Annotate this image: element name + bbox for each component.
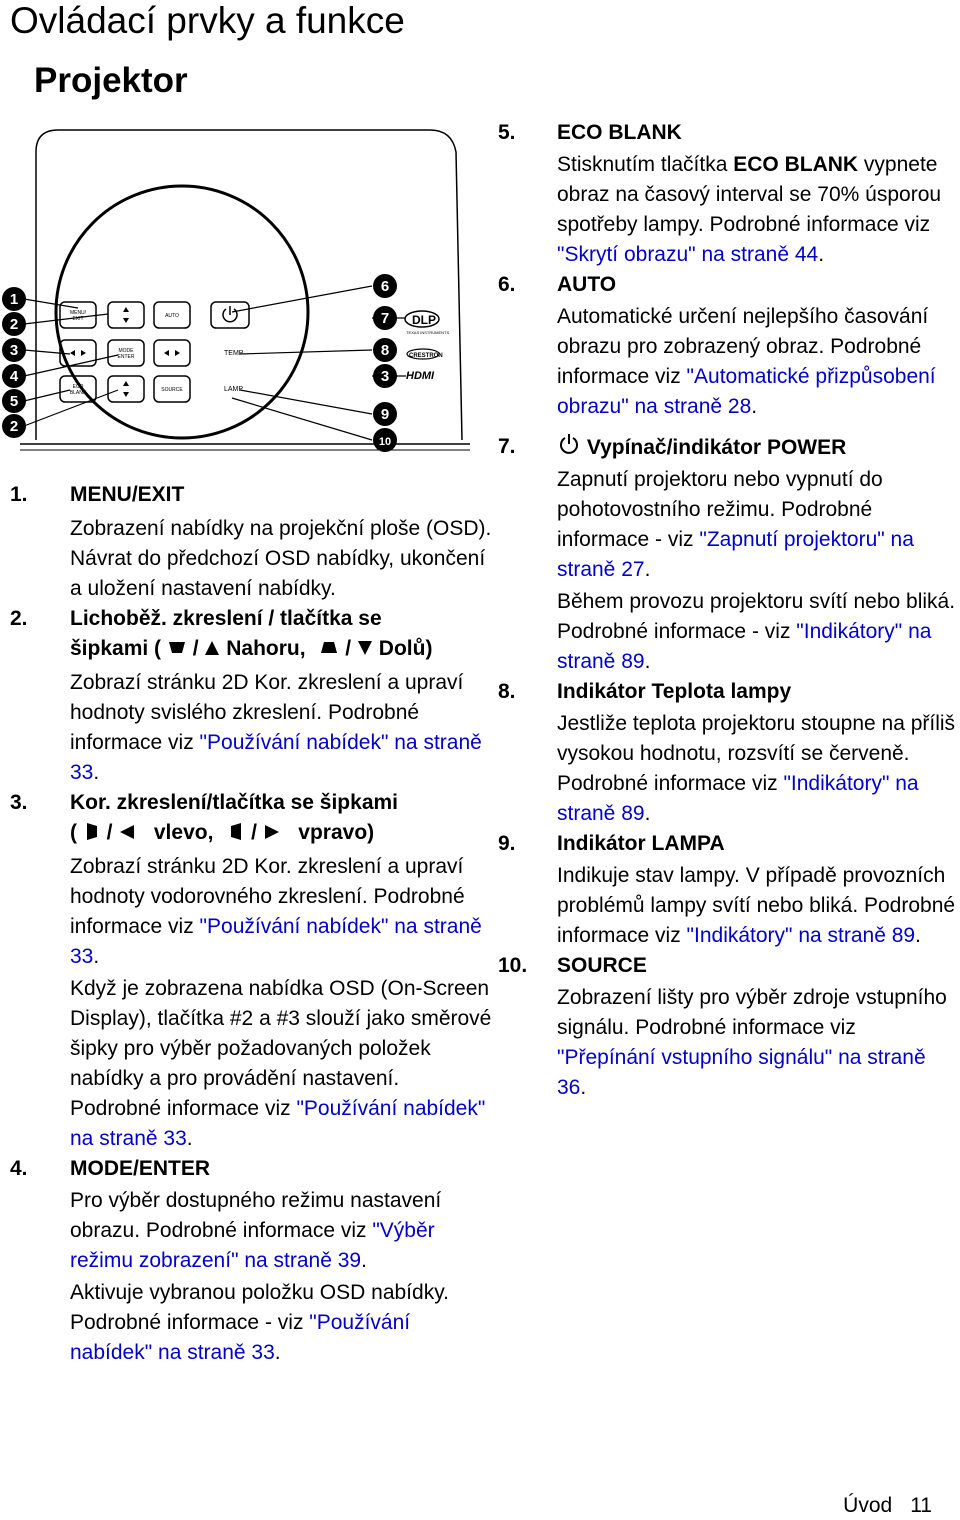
- mode-enter-button: [108, 340, 144, 366]
- svg-text:DLP: DLP: [412, 313, 436, 327]
- svg-text:CRESTRON: CRESTRON: [409, 353, 443, 359]
- callout-left-5: [2, 389, 26, 413]
- svg-text:8: 8: [380, 342, 390, 359]
- cross-reference-link[interactable]: "Přepínání vstupního signálu" na straně 36: [557, 1046, 926, 1099]
- item-text: Zobrazení lišty pro výběr zdroje vstupního signálu. Podrobné informace viz: [557, 986, 947, 1039]
- callout-right-6: [373, 428, 397, 452]
- callout-left-6: [2, 414, 26, 438]
- svg-text:EXIT: EXIT: [72, 316, 84, 322]
- item-title: Vypínač/indikátor POWER: [586, 436, 847, 459]
- item-number: 9.: [498, 832, 516, 855]
- svg-text:3: 3: [380, 368, 390, 385]
- auto-button: [154, 302, 190, 328]
- power-icon: [557, 432, 581, 456]
- item-menu-exit: [10, 480, 492, 604]
- svg-text:MENU/: MENU/: [69, 310, 87, 316]
- down-arrow-icon: [357, 639, 373, 657]
- item-title: Indikátor Teplota lampy: [557, 680, 792, 703]
- item-number: 10.: [498, 954, 528, 977]
- keystone-right-key-icon: [227, 821, 245, 841]
- cross-reference-link[interactable]: "Používání nabídek" na straně 33: [70, 1311, 411, 1364]
- item-number: 8.: [498, 680, 516, 703]
- cross-reference-link[interactable]: "Indikátory" na straně 89: [686, 924, 916, 947]
- right-arrow-icon: [263, 823, 281, 841]
- svg-text:AUTO: AUTO: [165, 313, 179, 319]
- item-number: 4.: [10, 1157, 28, 1180]
- item-mode-enter: 4. MODE/ENTER Pro výběr dostupného režimu nastavení obrazu. Podrobné informace viz "Výběr režimu zobrazení" na straně 39. Aktivuje vybranou položku OSD nabídky. Podrobné informace - viz "Používání nabídek" na straně 33.: [10, 1154, 492, 1368]
- keystone-up-key-icon: [167, 637, 187, 657]
- callout-right-1: [373, 274, 397, 298]
- item-text: Aktivuje vybranou položku OSD nabídky. Podrobné informace - viz: [70, 1281, 449, 1334]
- item-text: Pro výběr dostupného režimu nastavení obrazu. Podrobné informace viz: [70, 1189, 442, 1242]
- keystone-down-button: [108, 376, 144, 402]
- item-number: 5.: [498, 121, 516, 144]
- item-title: SOURCE: [557, 954, 647, 977]
- footer-section: Úvod: [843, 1494, 893, 1517]
- item-number: 3.: [10, 791, 28, 814]
- item-text: Během provozu projektoru svítí nebo bliká. Podrobné informace - viz: [557, 590, 956, 643]
- item-power: 7. Vypínač/indikátor POWER Zapnutí projektoru nebo vypnutí do pohotovostního režimu. Podrobné informace - viz "Zapnutí projektoru" na straně 27. Během provozu projektoru svítí nebo bliká. Podrobné informace - viz "Indikátory" na straně 89.: [498, 432, 960, 677]
- item-text: Zobrazení nabídky na projekční ploše (OSD). Návrat do předchozí OSD nabídky, ukončení a uložení nastavení nabídky.: [70, 517, 492, 600]
- left-arrow-icon: [118, 823, 136, 841]
- svg-text:HDMI: HDMI: [406, 370, 435, 382]
- item-auto: 6. AUTO Automatické určení nejlepšího časování obrazu pro zobrazený obraz. Podrobné informace viz "Automatické přizpůsobení obrazu" na straně 28.: [498, 270, 960, 422]
- right-keystone-button: [154, 340, 190, 366]
- item-number: 7.: [498, 435, 516, 458]
- callout-left-1: [2, 287, 26, 311]
- hdmi-logo: [406, 370, 435, 382]
- page-footer: [843, 1492, 932, 1520]
- item-title: MENU/EXIT: [70, 483, 185, 506]
- item-lamp-indicator: 9. Indikátor LAMPA Indikuje stav lampy. V případě provozních problémů lampy svítí nebo bliká. Podrobné informace viz "Indikátory" na straně 89.: [498, 829, 960, 951]
- item-text: Zapnutí projektoru nebo vypnutí do pohotovostního režimu. Podrobné informace - viz: [557, 468, 883, 551]
- svg-text:ECO: ECO: [72, 384, 84, 390]
- section-title: Projektor: [34, 61, 188, 100]
- item-eco-blank: 5. ECO BLANK Stisknutím tlačítka ECO BLANK vypnete obraz na časový interval se 70% úsporou spotřeby lampy. Podrobné informace viz "Skrytí obrazu" na straně 44.: [498, 118, 960, 270]
- svg-text:SOURCE: SOURCE: [161, 387, 183, 393]
- callout-right-5: [373, 402, 397, 426]
- svg-text:3: 3: [9, 342, 19, 359]
- callout-right-4: [373, 364, 397, 388]
- svg-text:MODE: MODE: [118, 348, 134, 354]
- page-number: 11: [910, 1494, 932, 1517]
- source-button: [154, 376, 190, 402]
- item-title: ECO BLANK: [557, 121, 682, 144]
- keystone-up-button: [108, 302, 144, 328]
- power-icon: [223, 306, 237, 322]
- svg-text:5: 5: [9, 393, 19, 410]
- page-title: Ovládací prvky a funkce: [10, 0, 405, 41]
- temp-indicator-label: TEMP: [224, 350, 244, 357]
- item-title: Lichoběž. zkreslení / tlačítka se: [70, 607, 382, 630]
- item-text: Indikuje stav lampy. V případě provozních problémů lampy svítí nebo bliká. Podrobné informace viz: [557, 864, 956, 947]
- callout-left-4: [2, 364, 26, 388]
- item-title: Kor. zkreslení/tlačítka se šipkami: [70, 791, 399, 814]
- item-title: AUTO: [557, 273, 617, 296]
- item-text: Automatické určení nejlepšího časování obrazu pro zobrazený obraz. Podrobné informace viz: [557, 305, 929, 388]
- svg-text:4: 4: [9, 368, 19, 385]
- item-title-line2: ( / vlevo, / vpravo): [70, 821, 375, 844]
- item-keystone-horizontal: 3. Kor. zkreslení/tlačítka se šipkami ( / vlevo, / vpravo) Zobrazí stránku 2D Kor. zkreslení a upraví hodnoty vodorovného zkreslení. Podrobné informace viz "Používání nabídek" na straně 33. Když je zobrazena nabídka OSD (On-Screen Display), tlačítka #2 a #3 slouží jako směrové šipky pro výběr požadovaných položek nabídky a pro provádění nastavení. Podrobné informace viz "Používání nabídek" na straně 33.: [10, 788, 492, 1154]
- crestron-logo: [407, 349, 443, 359]
- left-column: [10, 480, 492, 1368]
- cross-reference-link[interactable]: "Používání nabídek" na straně 33: [70, 731, 482, 784]
- keystone-down-key-icon: [319, 637, 339, 657]
- lamp-indicator-label: LAMP: [224, 386, 244, 393]
- right-column: [498, 118, 960, 1103]
- keystone-left-key-icon: [83, 821, 101, 841]
- item-keystone-vertical: 2. Lichoběž. zkreslení / tlačítka se šipkami ( / Nahoru, / Dolů) Zobrazí stránku 2D Kor. zkreslení a upraví hodnoty svislého zkreslení. Podrobné informace viz "Používání nabídek" na straně 33.: [10, 604, 492, 788]
- svg-text:6: 6: [380, 278, 390, 295]
- callout-right-2: [373, 306, 397, 330]
- item-text: Jestliže teplota projektoru stoupne na příliš vysokou hodnotu, rozsvítí se červeně. Podrobné informace viz: [557, 712, 956, 795]
- item-note: Když je zobrazena nabídka OSD (On-Screen Display), tlačítka #2 a #3 slouží jako směrové šipky pro výběr požadovaných položek nabídky a pro provádění nastavení. Podrobné informace viz: [70, 977, 492, 1120]
- up-arrow-icon: [204, 639, 220, 657]
- item-text: Zobrazí stránku 2D Kor. zkreslení a upraví hodnoty vodorovného zkreslení.: [70, 855, 464, 908]
- item-title-line2: šipkami ( / Nahoru, / Dolů): [70, 637, 433, 660]
- svg-text:2: 2: [9, 418, 19, 435]
- item-title: Indikátor LAMPA: [557, 832, 725, 855]
- item-number: 6.: [498, 273, 516, 296]
- cross-reference-link[interactable]: "Skrytí obrazu" na straně 44: [557, 243, 819, 266]
- cross-reference-link[interactable]: "Používání nabídek" na straně 33: [70, 915, 482, 968]
- svg-text:2: 2: [9, 316, 19, 333]
- item-source: 10. SOURCE Zobrazení lišty pro výběr zdroje vstupního signálu. Podrobné informace viz "Přepínání vstupního signálu" na straně 36.: [498, 951, 960, 1103]
- cross-reference-link[interactable]: "Zapnutí projektoru" na straně 27: [557, 528, 914, 581]
- cross-reference-link[interactable]: "Automatické přizpůsobení obrazu" na straně 28: [557, 365, 936, 418]
- svg-text:1: 1: [9, 291, 19, 308]
- dlp-logo: [405, 311, 449, 335]
- projector-control-panel-diagram: [0, 118, 470, 458]
- cross-reference-link[interactable]: "Používání nabídek" na straně 33: [70, 1097, 486, 1150]
- item-number: 2.: [10, 607, 28, 630]
- item-text: Zobrazí stránku 2D Kor. zkreslení a upraví hodnoty svislého zkreslení.: [70, 671, 464, 724]
- svg-text:TEXAS INSTRUMENTS: TEXAS INSTRUMENTS: [406, 330, 450, 335]
- svg-text:ENTER: ENTER: [117, 354, 135, 360]
- item-title: MODE/ENTER: [70, 1157, 211, 1180]
- svg-text:10: 10: [378, 436, 392, 448]
- callout-right-3: [373, 338, 397, 362]
- callout-left-2: [2, 312, 26, 336]
- svg-text:9: 9: [380, 406, 390, 423]
- item-number: 1.: [10, 483, 28, 506]
- svg-text:BLANK: BLANK: [69, 390, 87, 396]
- item-temp-indicator: 8. Indikátor Teplota lampy Jestliže teplota projektoru stoupne na příliš vysokou hodnotu, rozsvítí se červeně. Podrobné informace viz "Indikátory" na straně 89.: [498, 677, 960, 829]
- callout-left-3: [2, 338, 26, 362]
- cross-reference-link[interactable]: "Indikátory" na straně 89: [557, 620, 932, 673]
- svg-text:7: 7: [380, 310, 390, 327]
- cross-reference-link[interactable]: "Výběr režimu zobrazení" na straně 39: [70, 1219, 435, 1272]
- cross-reference-link[interactable]: "Indikátory" na straně 89: [557, 772, 919, 825]
